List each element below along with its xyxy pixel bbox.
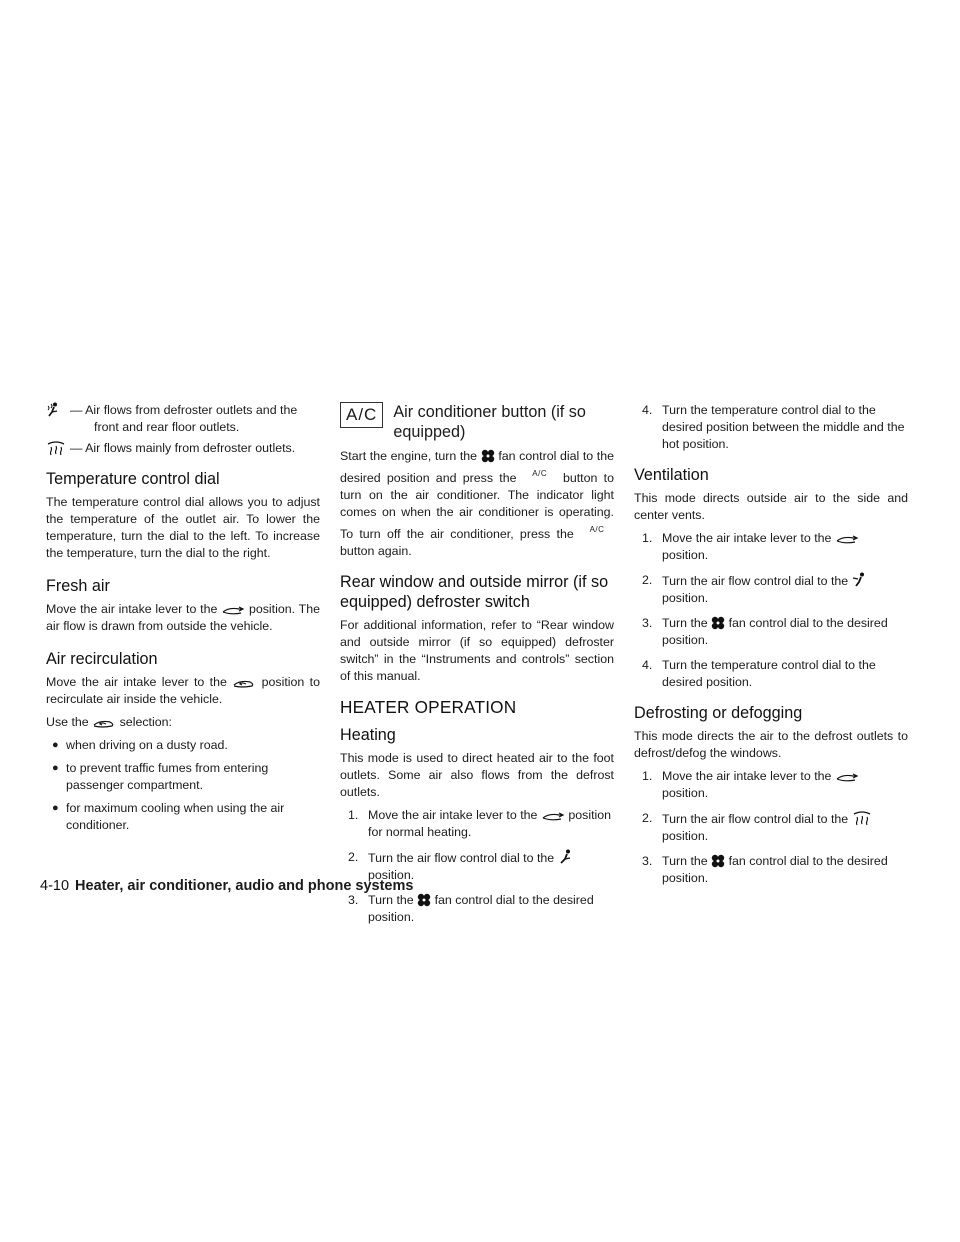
step-text-a: Turn the bbox=[662, 854, 708, 868]
list-item bbox=[46, 737, 320, 754]
column-1 bbox=[46, 402, 320, 840]
step-text-a: Move the air intake lever to the bbox=[662, 531, 832, 545]
step-text-a: Turn the air flow control dial to the bbox=[368, 851, 555, 865]
mode-defrost-text: — Air flows mainly from defroster outlets. bbox=[70, 441, 296, 455]
defrost-icon bbox=[852, 810, 872, 826]
step-number: 3. bbox=[642, 616, 653, 630]
recirculation-text-b: position to recirculate air inside the vehicle. bbox=[46, 675, 321, 706]
step-number: 1. bbox=[348, 808, 359, 822]
bullet-text: to prevent traffic fumes from entering passenger compartment. bbox=[66, 761, 269, 792]
step-text-b: position for normal heating. bbox=[368, 808, 612, 839]
step-text-b: fan control dial to the desired position. bbox=[662, 616, 888, 647]
fresh-air-icon bbox=[541, 808, 565, 822]
section-title: Heater, air conditioner, audio and phone systems bbox=[75, 878, 414, 894]
ventilation-step bbox=[642, 572, 908, 607]
temperature-heading: Temperature control dial bbox=[46, 470, 220, 488]
rear-defroster-heading: Rear window and outside mirror (if so equipped) defroster switch bbox=[340, 573, 609, 611]
temperature-text: The temperature control dial allows you to adjust the temperature of the outlet air. To lower the temperature, turn the dial to the left. To increase the temperature, turn the dial to the right. bbox=[46, 495, 320, 560]
step-text-b: position. bbox=[662, 829, 709, 843]
bullet-icon: ● bbox=[52, 762, 59, 774]
ac-text-d: button again. bbox=[340, 544, 412, 558]
defrost-floor-icon bbox=[46, 402, 60, 418]
use-text-a: Use the bbox=[46, 715, 89, 729]
bullet-icon: ● bbox=[52, 739, 59, 751]
ac-text-a: Start the engine, turn the bbox=[340, 449, 478, 463]
ac-text-b: fan control dial to the desired position and press the bbox=[340, 449, 615, 485]
recirculation-heading: Air recirculation bbox=[46, 650, 158, 668]
ac-button-icon: A/C bbox=[340, 402, 383, 428]
mode-defrost bbox=[46, 440, 320, 457]
bullet-text: when driving on a dusty road. bbox=[66, 738, 228, 752]
fan-icon bbox=[711, 854, 725, 868]
defrosting-heading: Defrosting or defogging bbox=[634, 704, 803, 722]
step-number: 1. bbox=[642, 769, 653, 783]
rear-defroster-text: For additional information, refer to “Rear window and outside mirror (if so equipped) defroster switch” in the “Instruments and controls” section of this manual. bbox=[340, 618, 614, 683]
column-3 bbox=[634, 402, 908, 895]
page-number: 4-10 bbox=[40, 878, 70, 894]
fan-icon bbox=[481, 449, 495, 463]
defrosting-text: This mode directs the air to the defrost outlets to defrost/defog the windows. bbox=[634, 729, 908, 760]
recirculation-text-a: Move the air intake lever to the bbox=[46, 675, 227, 689]
step-number: 4. bbox=[642, 403, 653, 417]
use-selection-text bbox=[46, 714, 320, 731]
step-number: 3. bbox=[642, 854, 653, 868]
fresh-air-icon bbox=[835, 769, 859, 783]
defrosting-step bbox=[642, 768, 908, 802]
step-text-a: Move the air intake lever to the bbox=[368, 808, 538, 822]
defrosting-step bbox=[642, 810, 908, 845]
heating-step bbox=[642, 402, 908, 453]
fan-icon bbox=[711, 616, 725, 630]
step-text-b: fan control dial to the desired position. bbox=[662, 854, 888, 885]
ventilation-text: This mode directs outside air to the side and center vents. bbox=[634, 491, 908, 522]
list-item bbox=[46, 800, 320, 834]
heating-heading: Heating bbox=[340, 726, 396, 744]
column-2 bbox=[340, 402, 614, 934]
vent-icon bbox=[852, 572, 866, 588]
step-text-b: position. bbox=[368, 868, 415, 882]
ac-text bbox=[340, 448, 614, 560]
step-text-a: Turn the temperature control dial to the desired position. bbox=[662, 658, 876, 689]
defrosting-step bbox=[642, 853, 908, 887]
fresh-air-text-a: Move the air intake lever to the bbox=[46, 602, 218, 616]
step-text-b: position. bbox=[662, 548, 709, 562]
ventilation-heading: Ventilation bbox=[634, 466, 709, 484]
defrost-icon bbox=[46, 440, 66, 456]
bullet-text: for maximum cooling when using the air conditioner. bbox=[66, 801, 285, 832]
step-text-b: position. bbox=[662, 786, 709, 800]
heating-step bbox=[348, 807, 614, 841]
fan-icon bbox=[417, 893, 431, 907]
mode-defrost-floor bbox=[46, 402, 320, 436]
step-number: 3. bbox=[348, 893, 359, 907]
ac-heading: Air conditioner button (if so equipped) bbox=[393, 403, 586, 441]
step-text-a: Turn the temperature control dial to the desired position between the middle and the hot position. bbox=[662, 403, 905, 451]
step-number: 2. bbox=[642, 811, 653, 825]
step-text-b: fan control dial to the desired position. bbox=[368, 893, 594, 924]
step-number: 1. bbox=[642, 531, 653, 545]
step-text-a: Turn the bbox=[368, 893, 414, 907]
step-text-b: position. bbox=[662, 591, 709, 605]
page-footer bbox=[40, 878, 413, 894]
step-number: 2. bbox=[348, 850, 359, 864]
heater-operation-heading: HEATER OPERATION bbox=[340, 697, 517, 717]
step-number: 4. bbox=[642, 658, 653, 672]
heating-text: This mode is used to direct heated air to the foot outlets. Some air also flows from the defrost outlets. bbox=[340, 751, 614, 799]
ventilation-step bbox=[642, 530, 908, 564]
ac-text-c: button to turn on the air conditioner. The indicator light comes on when the air conditioner is operating. To turn off the air conditioner, press the bbox=[340, 471, 614, 541]
bullet-icon: ● bbox=[52, 802, 59, 814]
heating-step bbox=[348, 892, 614, 926]
step-text-a: Turn the air flow control dial to the bbox=[662, 574, 849, 588]
ventilation-step bbox=[642, 657, 908, 691]
list-item bbox=[46, 760, 320, 794]
mode-defrost-floor-text: — Air flows from defroster outlets and the front and rear floor outlets. bbox=[70, 403, 298, 434]
fresh-air-icon bbox=[835, 531, 859, 545]
ventilation-step bbox=[642, 615, 908, 649]
ac-inline-icon: A/C bbox=[589, 525, 605, 534]
fresh-air-text-b: position. The air flow is drawn from outside the vehicle. bbox=[46, 602, 320, 633]
recirculation-text bbox=[46, 674, 320, 708]
fresh-air-heading: Fresh air bbox=[46, 577, 110, 595]
step-text-a: Turn the bbox=[662, 616, 708, 630]
recirculation-icon bbox=[92, 715, 116, 729]
fresh-air-text bbox=[46, 601, 320, 635]
recirculation-icon bbox=[232, 675, 256, 689]
step-text-a: Move the air intake lever to the bbox=[662, 769, 832, 783]
ac-inline-icon: A/C bbox=[532, 469, 548, 478]
step-text-a: Turn the air flow control dial to the bbox=[662, 812, 849, 826]
ac-heading-row bbox=[340, 402, 614, 442]
foot-icon bbox=[558, 849, 572, 865]
step-number: 2. bbox=[642, 573, 653, 587]
fresh-air-icon bbox=[221, 602, 245, 616]
use-text-b: selection: bbox=[119, 715, 172, 729]
